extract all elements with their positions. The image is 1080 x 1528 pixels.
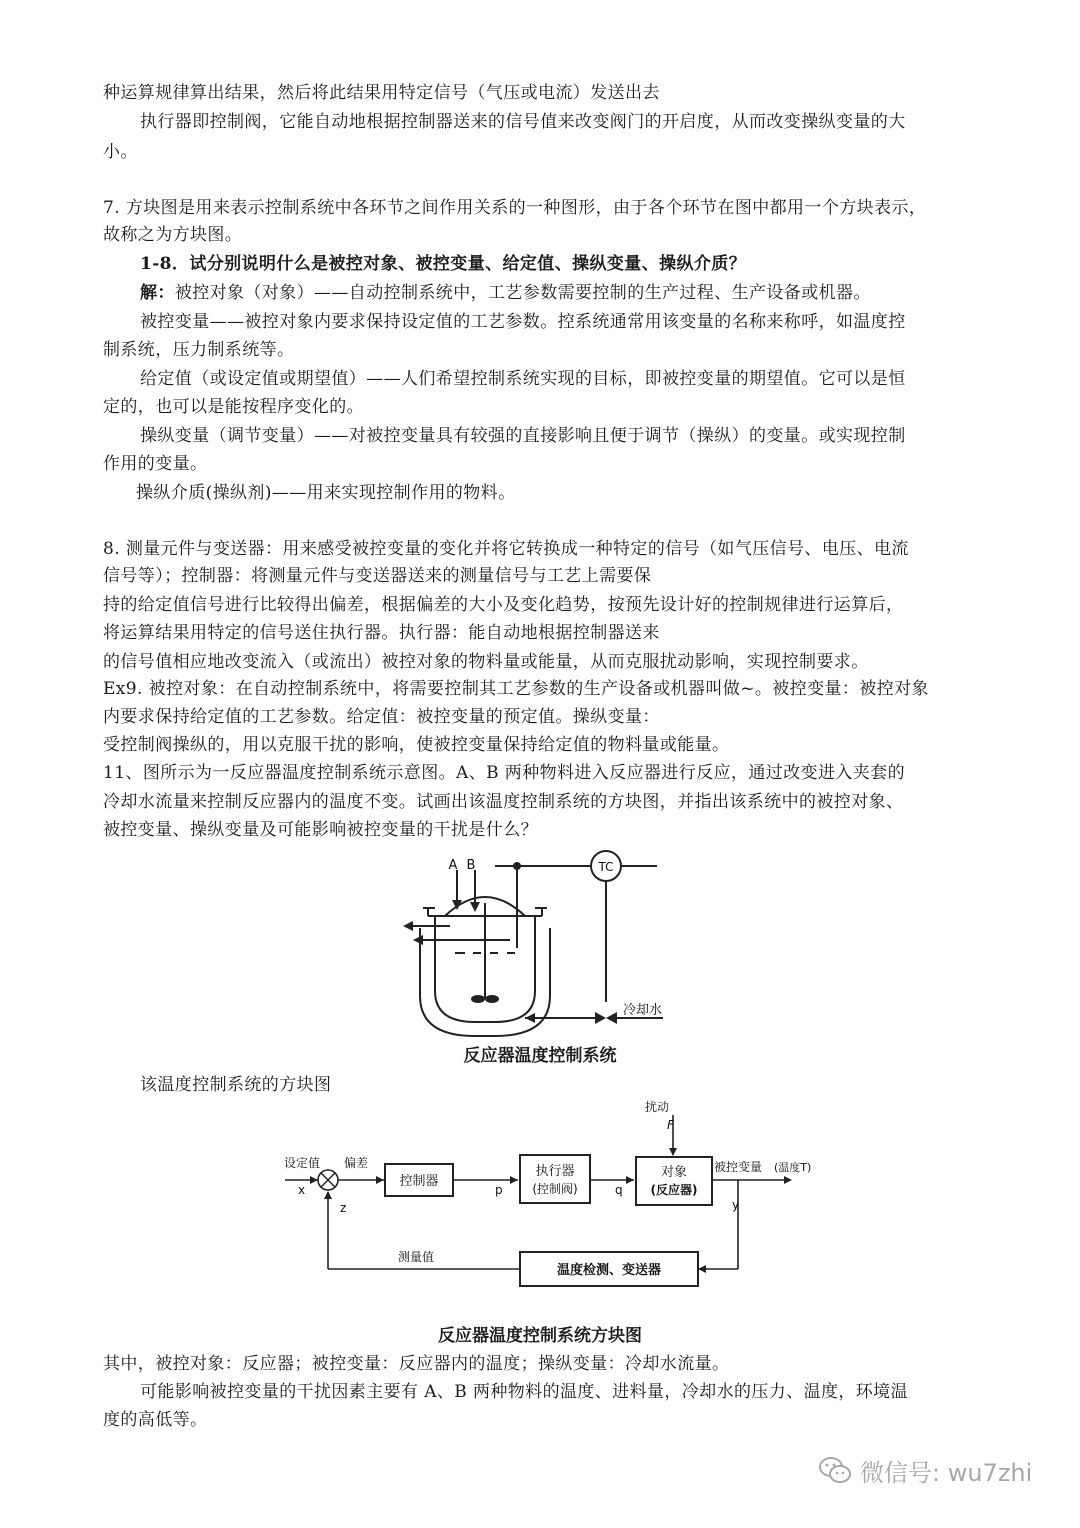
answer-lead: 解： <box>140 283 175 303</box>
text-line: 冷却水流量来控制反应器内的温度不变。试画出该温度控制系统的方块图，并指出该系统中的被控对象、 <box>103 792 904 812</box>
p-label: p <box>495 1183 503 1197</box>
object-sub-label: (反应器) <box>650 1183 698 1197</box>
disturbance-label: 扰动 <box>645 1100 670 1114</box>
coolant-label: 冷却水 <box>623 1003 663 1018</box>
watermark-text: 微信号: wu7zhi <box>860 1458 1033 1487</box>
text-line: 8. 测量元件与变送器：用来感受被控变量的变化并将它转换成一种特定的信号（如气压信号、电压、电流 <box>103 539 909 559</box>
text-line: Ex9. 被控对象：在自动控制系统中，将需要控制其工艺参数的生产设备或机器叫做~。被控变量：被控对象 <box>103 679 929 699</box>
text-line: 被控变量——被控对象内要求保持设定值的工艺参数。控系统通常用该变量的名称来称呼，如温度控 <box>140 312 906 332</box>
text-line: 其中，被控对象：反应器；被控变量：反应器内的温度；操纵变量：冷却水流量。 <box>103 1354 730 1374</box>
tc-label: TC <box>598 860 614 874</box>
text-line: 的信号值相应地改变流入（或流出）被控对象的物料量或能量，从而克服扰动影响，实现控制要求。 <box>103 652 869 672</box>
output-note-label: (温度T) <box>774 1161 812 1174</box>
setpoint-label: 设定值 <box>284 1156 321 1170</box>
summing-junction <box>318 1170 338 1190</box>
text-line: 持的给定值信号进行比较得出偏差，根据偏差的大小及变化趋势，按预先设计好的控制规律进行运算后， <box>103 595 904 615</box>
sensor-label: 温度检测、变送器 <box>556 1263 662 1278</box>
wechat-icon <box>818 1455 852 1485</box>
text-line: 种运算规律算出结果，然后将此结果用特定信号（气压或电流）发送出去 <box>103 83 660 103</box>
text-line: 操纵介质(操纵剂)——用来实现控制作用的物料。 <box>136 483 516 503</box>
reactor-schematic <box>395 848 685 1043</box>
text-line: 可能影响被控变量的干扰因素主要有 A、B 两种物料的温度、进料量，冷却水的压力、温度，环境温 <box>140 1382 908 1402</box>
text-line: 度的高低等。 <box>103 1410 208 1430</box>
control-block-diagram <box>280 1095 840 1295</box>
text-line <box>140 282 1020 304</box>
text-line: 给定值（或设定值或期望值）——人们希望控制系统实现的目标，即被控变量的期望值。它可以是恒 <box>140 369 906 389</box>
actuator-sub-label: (控制阀) <box>532 1182 578 1196</box>
text-line: 被控变量、操纵变量及可能影响被控变量的干扰是什么？ <box>103 820 538 840</box>
feed-a-label: A <box>448 858 458 873</box>
measured-label: 测量值 <box>398 1250 435 1264</box>
text-line: 操纵变量（调节变量）——对被控变量具有较强的直接影响且便于调节（操纵）的变量。或实现控制 <box>140 426 906 446</box>
text-line: 故称之为方块图。 <box>103 225 243 245</box>
text-line: 制系统，压力制系统等。 <box>103 340 295 360</box>
x-label: x <box>298 1183 306 1197</box>
text-line: 信号等）；控制器：将测量元件与变送器送来的测量信号与工艺上需要保 <box>103 566 652 586</box>
question-heading: 1-8．试分别说明什么是被控对象、被控变量、给定值、操纵变量、操纵介质？ <box>140 254 747 274</box>
controller-label: 控制器 <box>399 1174 439 1189</box>
text-line: 内要求保持给定值的工艺参数。给定值：被控变量的预定值。操纵变量： <box>103 707 660 727</box>
figure-caption: 反应器温度控制系统 <box>463 1046 617 1066</box>
text-line: 定的，也可以是能按程序变化的。 <box>103 397 364 417</box>
answer-text: 被控对象（对象）——自动控制系统中，工艺参数需要控制的生产过程、生产设备或机器。 <box>174 283 871 303</box>
text-line: 该温度控制系统的方块图 <box>140 1075 332 1095</box>
figure-caption: 反应器温度控制系统方块图 <box>438 1326 642 1346</box>
z-label: z <box>340 1201 347 1215</box>
object-label: 对象 <box>660 1165 688 1180</box>
actuator-label: 执行器 <box>535 1164 575 1179</box>
y-label: y <box>732 1198 740 1212</box>
text-line: 11、图所示为一反应器温度控制系统示意图。A、B 两种物料进入反应器进行反应，通过改变进入夹套的 <box>103 763 906 783</box>
text-line: 将运算结果用特定的信号送住执行器。执行器：能自动地根据控制器送来 <box>103 623 660 643</box>
f-label: F <box>667 1118 674 1132</box>
feed-b-label: B <box>466 858 476 873</box>
text-line: 小。 <box>103 142 138 162</box>
error-label: 偏差 <box>344 1156 369 1170</box>
text-line: 作用的变量。 <box>103 454 208 474</box>
text-line: 受控制阀操纵的，用以克服干扰的影响，使被控变量保持给定值的物料量或能量。 <box>103 735 730 755</box>
text-line: 执行器即控制阀，它能自动地根据控制器送来的信号值来改变阀门的开启度，从而改变操纵变量的大 <box>140 112 906 132</box>
text-line: 7. 方块图是用来表示控制系统中各环节之间作用关系的一种图形，由于各个环节在图中都用一个方块表示， <box>103 198 927 218</box>
wechat-watermark <box>818 1450 1032 1490</box>
q-label: q <box>615 1183 623 1197</box>
output-label: 被控变量 <box>714 1160 763 1174</box>
